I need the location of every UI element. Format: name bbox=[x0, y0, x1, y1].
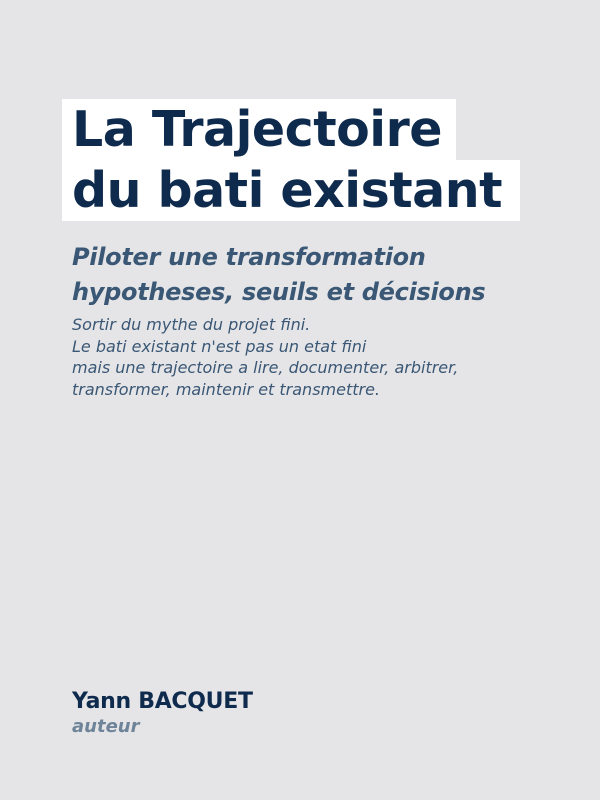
lede-line-2: Le bati existant n'est pas un etat fini bbox=[72, 336, 367, 356]
lede-line-1: Sortir du mythe du projet fini. bbox=[72, 315, 311, 334]
book-subtitle bbox=[72, 240, 582, 310]
lede-line-3: mais une trajectoire a lire, documenter, arbitrer, bbox=[72, 358, 459, 377]
author-role: auteur bbox=[72, 716, 140, 737]
subtitle-line-1: Piloter une transformation bbox=[72, 243, 426, 271]
title-line-2: du bati existant bbox=[62, 160, 520, 221]
book-title bbox=[62, 99, 522, 221]
subtitle-line-2: hypotheses, seuils et décisions bbox=[72, 278, 486, 306]
title-line-1: La Trajectoire bbox=[62, 99, 456, 160]
book-lede bbox=[72, 314, 572, 400]
author-name: Yann BACQUET bbox=[72, 689, 253, 714]
lede-line-4: transformer, maintenir et transmettre. bbox=[72, 379, 381, 399]
